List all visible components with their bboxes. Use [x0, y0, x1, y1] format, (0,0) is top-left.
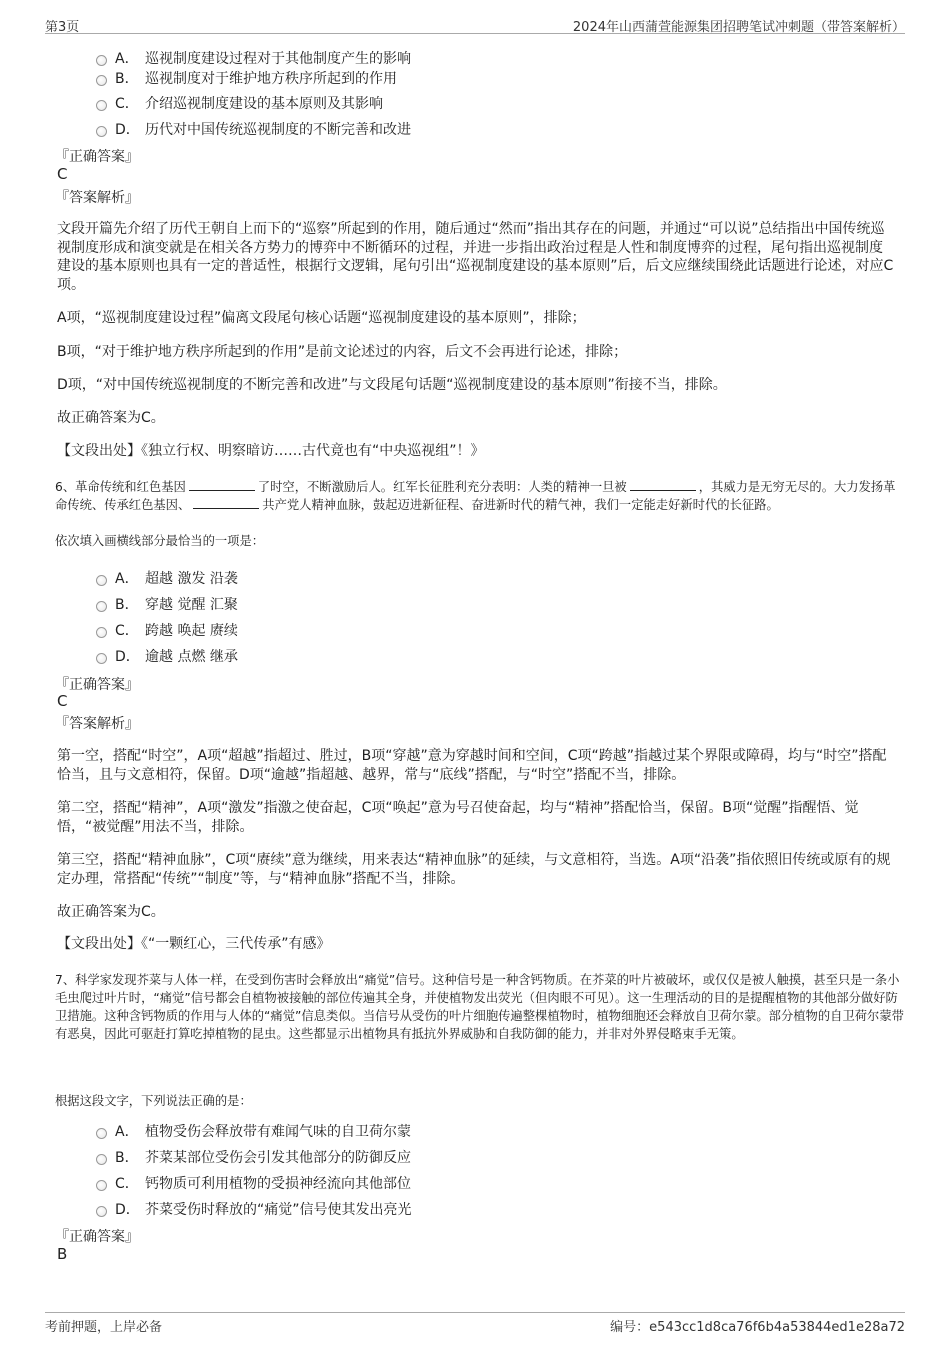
- analysis-paragraph: 文段开篇先介绍了历代王朝自上而下的“巡察”所起到的作用，随后通过“然而”指出其存在的问题，并通过“可以说”总结指出中国传统巡视制度形成和演变就是在相关各方势力的博弈中不断循环的过程，并进一步指出政治过程是人性和制度博弈的过程，尾句指出巡视制度建设的基本原则也具有一定的普适性，根据行文逻辑，尾句引出“巡视制度建设的基本原则”后，后文应继续围绕此话题进行论述，对应C项。: [57, 221, 894, 293]
- radio-icon[interactable]: [96, 126, 107, 137]
- blank-line: [193, 497, 259, 509]
- option-text: 介绍巡视制度建设的基本原则及其影响: [145, 96, 383, 112]
- stem-text: 共产党人精神血脉，鼓起迈进新征程、奋进新时代的精气神，我们一定能走好新时代的长征路。: [262, 498, 779, 512]
- analysis-paragraph: 第一空，搭配“时空”，A项“超越”指超过、胜过，B项“穿越”意为穿越时间和空间，C项“跨越”指越过某个界限或障碍，均与“时空”搭配恰当，且与文意相符，保留。D项“逾越”指超越、越界，常与“底线”搭配，与“时空”搭配不当，排除。: [57, 748, 887, 783]
- page-number: 第3页: [45, 20, 80, 35]
- radio-icon[interactable]: [96, 601, 107, 612]
- option-text: 跨越 唤起 赓续: [145, 623, 238, 639]
- page-header: [45, 16, 905, 34]
- document-title: 2024年山西蒲萱能源集团招聘笔试冲刺题（带答案解析）: [572, 20, 905, 35]
- option-letter: C．: [115, 96, 139, 112]
- radio-icon[interactable]: [96, 55, 107, 66]
- correct-answer-label: 『正确答案』: [55, 1229, 139, 1245]
- analysis-conclusion: 故正确答案为C。: [57, 410, 165, 426]
- option-letter: D．: [115, 122, 140, 138]
- option-text: 植物受伤会释放带有难闻气味的自卫荷尔蒙: [145, 1124, 411, 1140]
- option-letter: A．: [115, 571, 139, 587]
- analysis-paragraph: A项，“巡视制度建设过程”偏离文段尾句核心话题“巡视制度建设的基本原则”，排除；: [57, 310, 586, 326]
- q5-option-a[interactable]: [96, 48, 411, 68]
- source-citation: 【文段出处】《独立行权、明察暗访……古代竟也有“中央巡视组”！》: [57, 443, 485, 459]
- q5-option-d[interactable]: [96, 119, 411, 139]
- stem-text: ，其威力是无穷无尽的。大力发扬革命传统、传承红色基因、: [55, 480, 896, 512]
- option-letter: C．: [115, 623, 139, 639]
- correct-answer-label: 『正确答案』: [55, 677, 139, 693]
- radio-icon[interactable]: [96, 653, 107, 664]
- q7-option-d[interactable]: [96, 1199, 412, 1219]
- radio-icon[interactable]: [96, 575, 107, 586]
- option-letter: B．: [115, 597, 139, 613]
- radio-icon[interactable]: [96, 627, 107, 638]
- radio-icon[interactable]: [96, 1206, 107, 1217]
- blank-line: [189, 479, 255, 491]
- radio-icon[interactable]: [96, 100, 107, 111]
- q6-stem: [55, 478, 905, 514]
- option-letter: D．: [115, 649, 140, 665]
- option-letter: A．: [115, 51, 139, 67]
- option-text: 逾越 点燃 继承: [145, 649, 238, 665]
- stem-text: 了时空，不断激励后人。红军长征胜利充分表明：人类的精神一旦被: [257, 480, 627, 494]
- q7-option-b[interactable]: [96, 1147, 411, 1167]
- analysis-conclusion: 故正确答案为C。: [57, 904, 165, 920]
- option-text: 超越 激发 沿袭: [145, 571, 238, 587]
- q7-option-a[interactable]: [96, 1121, 411, 1141]
- footer-slogan: 考前押题，上岸必备: [45, 1320, 163, 1335]
- blank-line: [630, 479, 696, 491]
- option-text: 芥菜受伤时释放的“痛觉”信号使其发出亮光: [145, 1202, 412, 1218]
- analysis-paragraph: 第三空，搭配“精神血脉”，C项“赓续”意为继续，用来表达“精神血脉”的延续，与文意相符，当选。A项“沿袭”指依照旧传统或原有的规定办理，常搭配“传统”“制度”等，与“精神血脉”搭配不当，排除。: [57, 852, 891, 887]
- q5-option-c[interactable]: [96, 93, 383, 113]
- analysis-label: 『答案解析』: [55, 190, 139, 206]
- analysis-paragraph: B项，“对于维护地方秩序所起到的作用”是前文论述过的内容，后文不会再进行论述，排除；: [57, 344, 628, 360]
- source-citation: 【文段出处】《“一颗红心，三代传承”有感》: [57, 936, 331, 952]
- option-letter: D．: [115, 1202, 140, 1218]
- analysis-label: 『答案解析』: [55, 716, 139, 732]
- q7-option-c[interactable]: [96, 1173, 411, 1193]
- option-text: 历代对中国传统巡视制度的不断完善和改进: [145, 122, 411, 138]
- q6-prompt: 依次填入画横线部分最恰当的一项是：: [55, 534, 265, 548]
- q5-option-b[interactable]: [96, 68, 397, 88]
- page-footer: [45, 1312, 905, 1335]
- q6-option-c[interactable]: [96, 620, 238, 640]
- option-text: 巡视制度建设过程对于其他制度产生的影响: [145, 51, 411, 67]
- option-text: 芥菜某部位受伤会引发其他部分的防御反应: [145, 1150, 411, 1166]
- option-text: 巡视制度对于维护地方秩序所起到的作用: [145, 71, 397, 87]
- analysis-paragraph: 第二空，搭配“精神”，A项“激发”指激之使奋起，C项“唤起”意为号召使奋起，均与“精神”搭配恰当，保留。B项“觉醒”指醒悟、觉悟，“被觉醒”用法不当，排除。: [57, 800, 859, 835]
- option-text: 钙物质可利用植物的受损神经流向其他部位: [145, 1176, 411, 1192]
- q6-option-b[interactable]: [96, 594, 238, 614]
- radio-icon[interactable]: [96, 75, 107, 86]
- correct-answer: B: [57, 1245, 68, 1263]
- correct-answer: C: [57, 165, 68, 183]
- option-letter: C．: [115, 1176, 139, 1192]
- document-id: 编号：e543cc1d8ca76f6b4a53844ed1e28a72: [610, 1320, 905, 1335]
- q7-prompt: 根据这段文字，下列说法正确的是：: [55, 1094, 252, 1108]
- q6-option-d[interactable]: [96, 646, 238, 666]
- stem-text: 6、革命传统和红色基因: [55, 480, 186, 494]
- option-letter: A．: [115, 1124, 139, 1140]
- option-letter: B．: [115, 1150, 139, 1166]
- radio-icon[interactable]: [96, 1180, 107, 1191]
- radio-icon[interactable]: [96, 1154, 107, 1165]
- option-text: 穿越 觉醒 汇聚: [145, 597, 238, 613]
- correct-answer-label: 『正确答案』: [55, 149, 139, 165]
- q7-stem: 7、科学家发现芥菜与人体一样，在受到伤害时会释放出“痛觉”信号。这种信号是一种含钙物质。在芥菜的叶片被破坏，或仅仅是被人触摸，甚至只是一条小毛虫爬过叶片时，“痛觉”信号都会自植物被接触的部位传遍其全身，并使植物发出荧光（但肉眼不可见）。这一生理活动的目的是提醒植物的其他部分做好防卫措施。这种含钙物质的作用与人体的“痛觉”信息类似。当信号从受伤的叶片细胞传遍整棵植物时，植物细胞还会释放自卫荷尔蒙。部分植物的自卫荷尔蒙带有恶臭，因此可驱赶打算吃掉植物的昆虫。这些都显示出植物具有抵抗外界威胁和自我防御的能力，并非对外界侵略束手无策。: [55, 973, 904, 1041]
- radio-icon[interactable]: [96, 1128, 107, 1139]
- option-letter: B．: [115, 71, 139, 87]
- q6-option-a[interactable]: [96, 568, 238, 588]
- analysis-paragraph: D项，“对中国传统巡视制度的不断完善和改进”与文段尾句话题“巡视制度建设的基本原则”衔接不当，排除。: [57, 377, 727, 393]
- correct-answer: C: [57, 692, 68, 710]
